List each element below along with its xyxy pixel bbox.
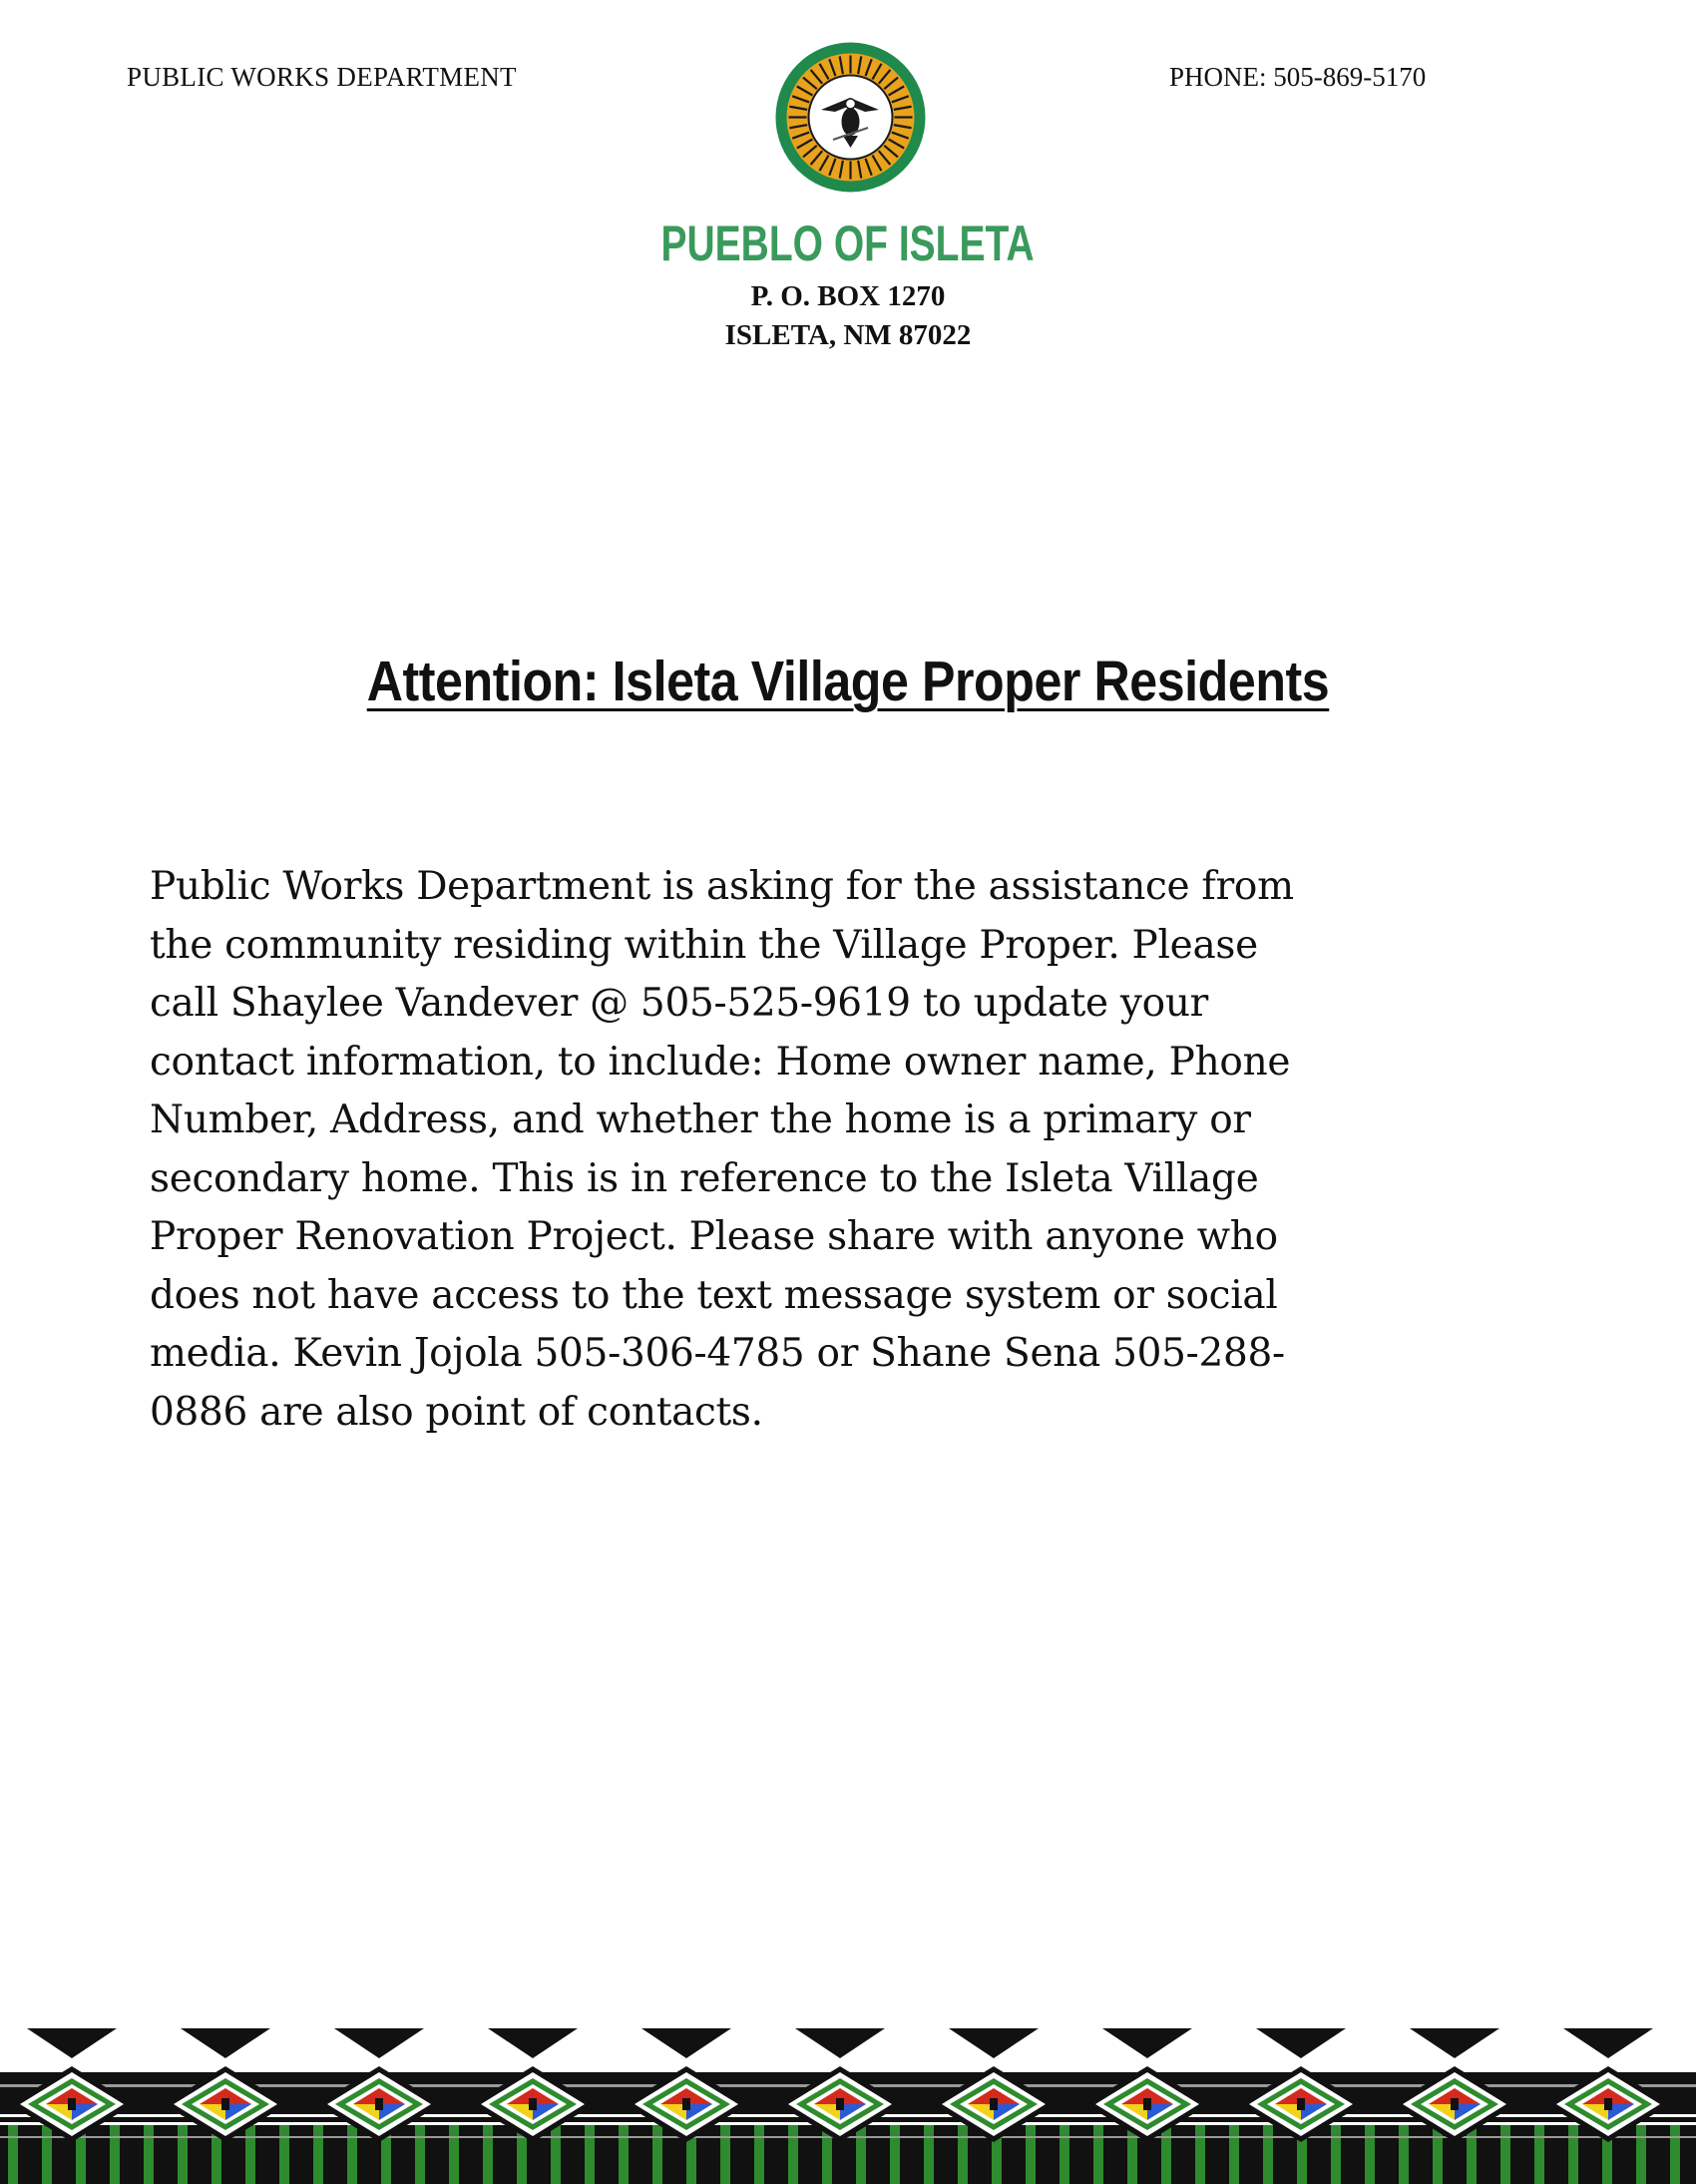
- body-line: 0886 are also point of contacts.: [150, 1389, 763, 1435]
- body-line: Number, Address, and whether the home is a primary or: [150, 1097, 1251, 1142]
- department-phone: PHONE: 505-869-5170: [1169, 62, 1427, 92]
- body-line: Proper Renovation Project. Please share with anyone who: [150, 1214, 1278, 1259]
- pueblo-of-isleta-seal-icon: [773, 40, 928, 195]
- body-line: contact information, to include: Home owner name, Phone: [150, 1039, 1291, 1085]
- body-line: Public Works Department is asking for the assistance from: [150, 864, 1294, 909]
- decorative-border-pattern-icon: [0, 2028, 1696, 2184]
- body-line: secondary home. This is in reference to the Isleta Village: [150, 1155, 1259, 1201]
- body-line: media. Kevin Jojola 505-306-4785 or Shane Sena 505-288-: [150, 1331, 1285, 1376]
- body-line: does not have access to the text message system or social: [150, 1272, 1278, 1318]
- organization-name: PUEBLO OF ISLETA: [660, 216, 1035, 271]
- body-line: the community residing within the Village Proper. Please: [150, 922, 1258, 968]
- address-line-1: P. O. BOX 1270: [750, 280, 946, 312]
- notice-body: [150, 858, 1556, 1442]
- department-name: PUBLIC WORKS DEPARTMENT: [127, 62, 517, 92]
- address-line-2: ISLETA, NM 87022: [724, 319, 972, 351]
- body-line: call Shaylee Vandever @ 505-525-9619 to update your: [150, 981, 1208, 1026]
- notice-headline: Attention: Isleta Village Proper Residents: [366, 650, 1330, 713]
